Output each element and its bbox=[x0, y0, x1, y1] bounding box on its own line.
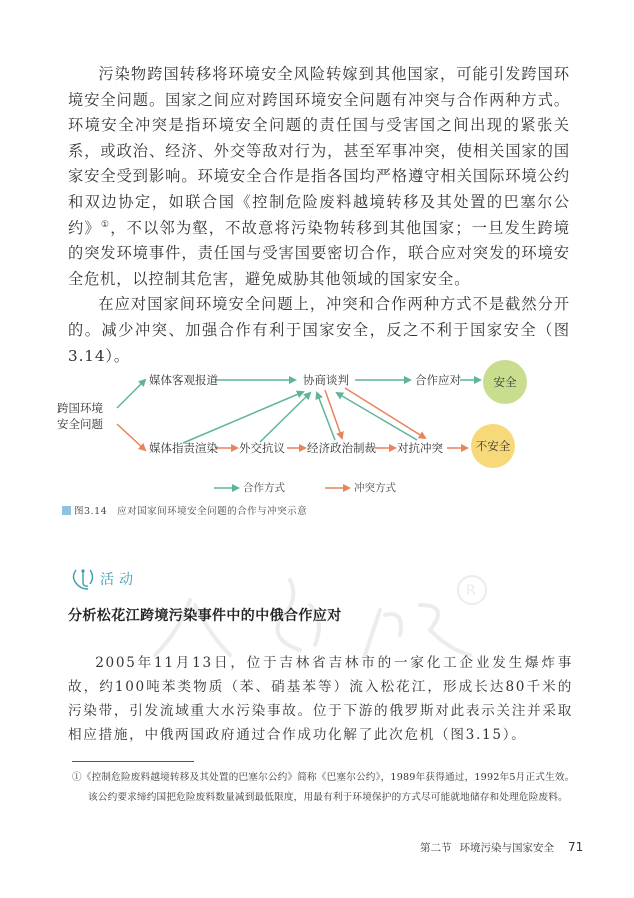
footnote-line-2: 该公约要求缔约国把危险废料数量减到最低限度，用最有利于环境保护的方式尽可能就地储存和处理危险废料。 bbox=[88, 792, 568, 803]
activity-icon bbox=[70, 567, 96, 591]
node-media-blame: 媒体指责渲染 bbox=[149, 441, 218, 455]
node-cooperation-response: 合作应对 bbox=[415, 373, 461, 387]
caption-square-icon bbox=[62, 506, 71, 515]
footnote-line-1: ①《控制危险废料越境转移及其处置的巴塞尔公约》简称《巴塞尔公约》，1989年获得通过，1992年5月正式生效。 bbox=[72, 772, 575, 783]
figure-caption bbox=[62, 503, 307, 517]
node-safe: 安全 bbox=[483, 360, 527, 404]
node-diplomatic-protest: 外交抗议 bbox=[239, 441, 285, 455]
orange-arrow-icon bbox=[325, 484, 351, 492]
paragraph-2: 在应对国家间环境安全问题上，冲突和合作两种方式不是截然分开的。减少冲突、加强合作有利于国家安全，反之不利于国家安全（图 3.14）。 bbox=[68, 295, 570, 365]
footnote bbox=[72, 768, 577, 808]
paragraph-1-text-cont: ，不以邻为壑，不故意将污染物转移到其他国家；一旦发生跨境的突发环境事件，责任国与受害国要密切合作，联合应对突发的环境安全危机，以控制其危害，避免威胁其他领域的国家安全。 bbox=[68, 218, 571, 288]
legend-conflict bbox=[325, 480, 396, 495]
activity-header-label: 活动 bbox=[100, 572, 138, 588]
legend-cooperation bbox=[214, 480, 285, 495]
node-cross-border-issue-line2: 安全问题 bbox=[57, 417, 103, 431]
body-text bbox=[68, 62, 570, 369]
paragraph-1 bbox=[68, 62, 570, 292]
node-economic-political-sanctions: 经济政治制裁 bbox=[307, 441, 376, 455]
caption-text: 应对国家间环境安全问题的合作与冲突示意 bbox=[117, 506, 308, 517]
node-negotiation: 协商谈判 bbox=[303, 373, 349, 387]
footnote-divider bbox=[72, 761, 194, 762]
page-footer bbox=[420, 840, 583, 855]
node-media-objective-report: 媒体客观报道 bbox=[149, 373, 218, 387]
caption-number: 图3.14 bbox=[74, 506, 108, 517]
legend-cooperation-label: 合作方式 bbox=[243, 482, 285, 494]
paragraph-1-text: 污染物跨国转移将环境安全风险转嫁到其他国家，可能引发跨国环境安全问题。国家之间应对跨国环境安全问题有冲突与合作两种方式。环境安全冲突是指环境安全问题的责任国与受害国之间出现的紧张关系，或政治、经济、外交等敌对行为，甚至军事冲突，使相关国家的国家安全受到影响。环境安全合作是指各国均严格遵守相关国际环境公约和双边协定，如联合国《控制危险废料越境转移及其处置的巴塞尔公约》 bbox=[68, 65, 570, 237]
footer-title: 环境污染与国家安全 bbox=[459, 842, 554, 854]
activity-header bbox=[70, 567, 138, 591]
activity-text bbox=[68, 651, 573, 747]
page-number: 71 bbox=[568, 840, 584, 854]
svg-text:R: R bbox=[466, 583, 476, 599]
figure-3-14-diagram bbox=[55, 360, 555, 470]
activity-paragraph: 2005年11月13日，位于吉林省吉林市的一家化工企业发生爆炸事故，约100吨苯类物质（苯、硝基苯等）流入松花江，形成长达80千米的污染带，引发流域重大水污染事故。位于下游的俄罗斯对此表示关注并采取相应措施，中俄两国政府通过合作成功化解了此次危机（图3.15）。 bbox=[68, 655, 573, 743]
footer-section: 第二节 bbox=[420, 842, 452, 854]
node-cross-border-issue-line1: 跨国环境 bbox=[57, 401, 103, 415]
activity-title: 分析松花江跨境污染事件中的中俄合作应对 bbox=[68, 608, 342, 624]
node-unsafe: 不安全 bbox=[471, 424, 515, 468]
legend-conflict-label: 冲突方式 bbox=[354, 482, 396, 494]
node-cross-border-issue bbox=[57, 400, 103, 432]
green-arrow-icon bbox=[214, 484, 240, 492]
node-confrontation: 对抗冲突 bbox=[397, 441, 443, 455]
footnote-mark[interactable]: ① bbox=[100, 219, 111, 230]
